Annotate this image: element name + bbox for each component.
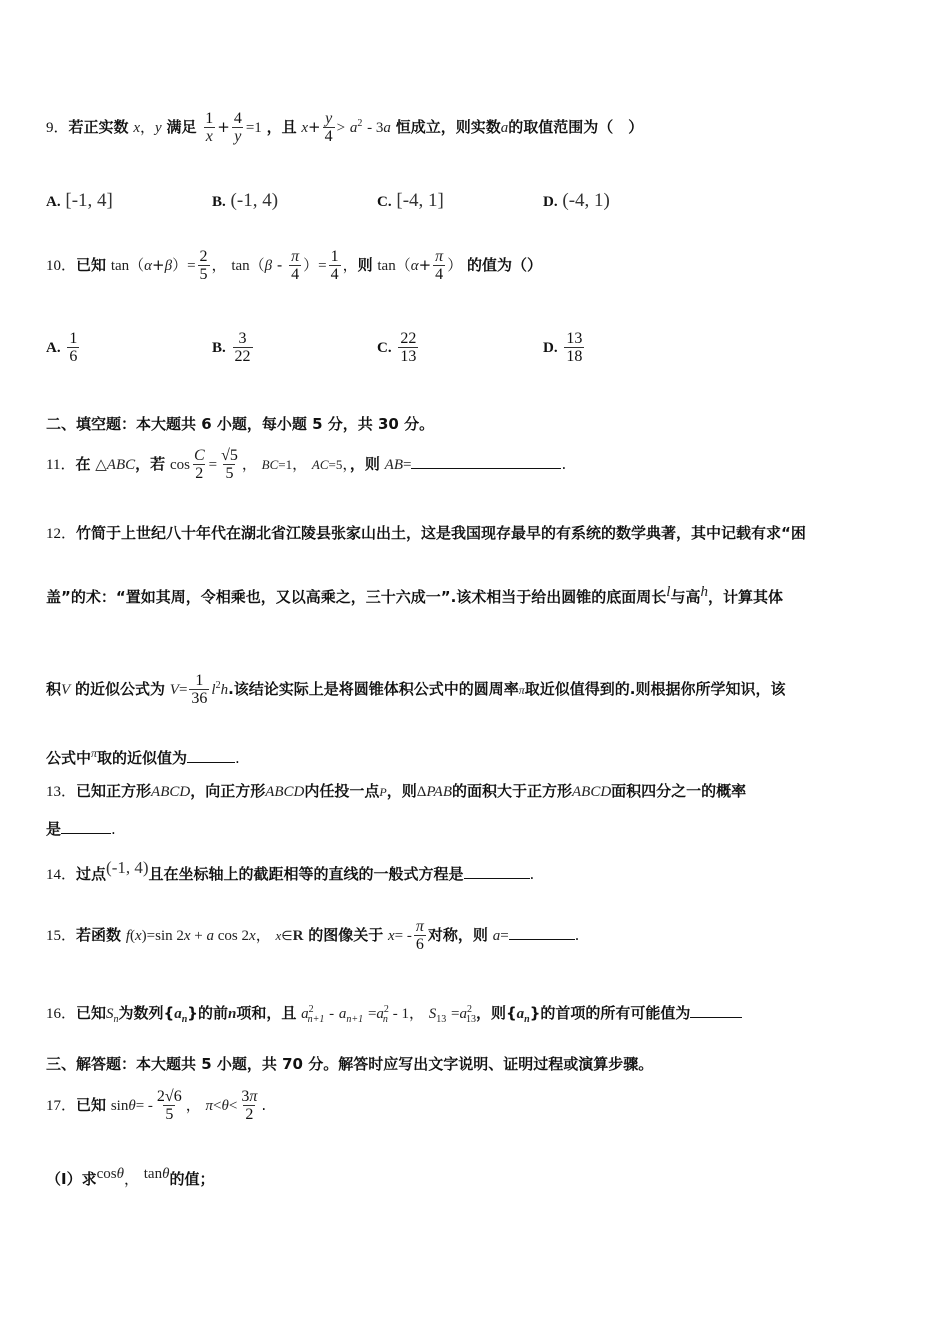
- q9-option-b[interactable]: B. (-1, 4): [212, 190, 279, 211]
- question-9: 9．若正实数 x，y 满足 $\frac{1}{x}$ + $\frac{4}{y}$ =1 ，且 x+ $\frac{y}{4}$ > $a^2 - 3a$ 恒成立，则实数a的取值范围为（ ）: [46, 110, 644, 145]
- question-12-line-1: 12．竹简于上世纪八十年代在湖北省江陵县张家山出土，这是我国现存最早的有系统的数学典著，其中记载有求“困: [46, 524, 806, 542]
- q10-option-b[interactable]: B. $\frac{3}{22}$: [212, 330, 251, 365]
- question-10: 10．已知 tan（α+β）= $\frac{2}{5}$ ， tan（β - $\frac{\pi}{4}$ ）= $\frac{1}{4}$ ，则 tan（α+ $\frac{\pi}{4}$ ） 的值为（）: [46, 248, 542, 283]
- q9-option-a[interactable]: A. [-1, 4]: [46, 190, 113, 211]
- q15-answer-blank[interactable]: [509, 927, 575, 940]
- q14-answer-blank[interactable]: [464, 866, 530, 879]
- q9-number: 9．: [46, 120, 69, 136]
- question-12-line-2: 盖”的术：“置如其周，令相乘也，又以高乘之，三十六成一”.该术相当于给出圆锥的底面周长l与高h，计算其体: [46, 584, 783, 606]
- q12-answer-blank[interactable]: [187, 750, 235, 763]
- question-15: 15．若函数 f(x)=sin 2x + a cos 2x， x∈R 的图像关于 x= - $\frac{\pi}{6}$ 对称，则 a= .: [46, 918, 580, 953]
- question-12-line-4: 公式中$^\pi$取的近似值为 .: [46, 746, 240, 767]
- q9-option-d[interactable]: D. (-4, 1): [543, 190, 610, 211]
- q10-option-c[interactable]: C. $\frac{22}{13}$: [377, 330, 417, 365]
- q13-answer-blank[interactable]: [61, 821, 111, 834]
- question-12-line-3: 积V 的近似公式为 V= $\frac{1}{36}$ $l^2h$.该结论实际上是将圆锥体积公式中的圆周率π取近似值得到的.则根据你所学知识，该: [46, 672, 786, 707]
- q16-answer-blank[interactable]: [690, 1005, 742, 1018]
- q11-answer-blank[interactable]: [411, 456, 561, 469]
- q10-option-a[interactable]: A. $\frac{1}{6}$: [46, 330, 78, 365]
- q9-option-c[interactable]: C. [-4, 1]: [377, 190, 444, 211]
- section-heading-fill-in: 二、填空题：本大题共 6 小题，每小题 5 分，共 30 分。: [46, 415, 435, 433]
- q10-option-d[interactable]: D. $\frac{13}{18}$: [543, 330, 583, 365]
- question-14: 14．过点(-1, 4)且在坐标轴上的截距相等的直线的一般式方程是 .: [46, 858, 535, 883]
- question-17: 17．已知 sinθ= - $\frac{2√6}{5}$ ， π<θ< $\frac{3\pi}{2}$ .: [46, 1088, 267, 1123]
- question-16: 16．已知$S_n$为数列$\{a_n\}$的前n项和，且 $a^2_{n+1} - a_{n+1} =a^2_n - 1$， $S_{13} =a^2_{13}$，则$\{a_n\}$的首项的所有可能值为: [46, 1002, 910, 1025]
- question-17-part-1: （Ⅰ）求cosθ， tanθ的值；: [46, 1166, 215, 1188]
- question-13-line-1: 13．已知正方形ABCD，向正方形ABCD内任投一点P，则ΔPAB的面积大于正方形ABCD面积四分之一的概率: [46, 782, 747, 800]
- section-heading-solutions: 三、解答题：本大题共 5 小题，共 70 分。解答时应写出文字说明、证明过程或演算步骤。: [46, 1055, 654, 1073]
- question-11: 11．在 △ABC，若 cos $\frac{C}{2}$ = $\frac{√5}{5}$ ， BC=1， AC=5，，则 AB= .: [46, 447, 567, 482]
- question-13-line-2: 是 .: [46, 820, 116, 838]
